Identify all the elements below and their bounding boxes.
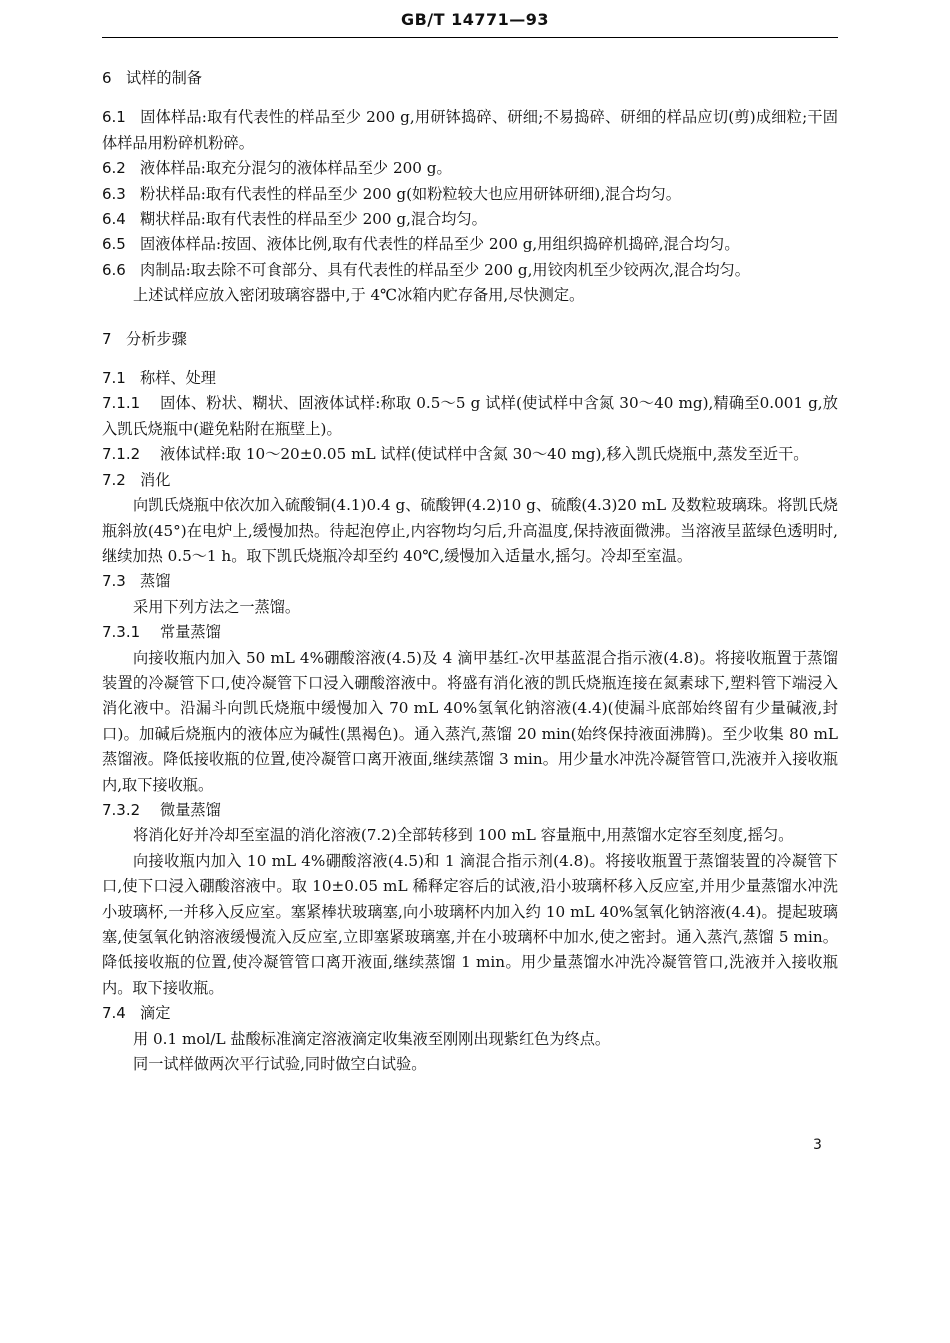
clause-text: 肉制品:取去除不可食部分、具有代表性的样品至少 200 g,用铰肉机至少铰两次,混合均匀。 <box>140 260 750 279</box>
section-number: 6 <box>102 69 112 87</box>
clause-number: 6.3 <box>102 184 126 203</box>
clause-7-2 <box>102 468 838 493</box>
clause-text: 糊状样品:取有代表性的样品至少 200 g,混合均匀。 <box>140 210 487 229</box>
clause-7-1-1 <box>102 391 838 442</box>
clause-number: 7.1 <box>102 369 126 388</box>
clause-text: 固体、粉状、糊状、固液体试样:称取 0.5～5 g 试样(使试样中含氮 30～40 mg),精确至0.001 g,放入凯氏烧瓶中(避免粘附在瓶壁上)。 <box>102 394 838 438</box>
clause-title: 滴定 <box>140 1004 171 1023</box>
section-title: 试样的制备 <box>126 69 202 87</box>
clause-6-2 <box>102 156 838 181</box>
clause-7-1-2 <box>102 442 838 467</box>
clause-number: 6.4 <box>102 210 126 229</box>
clause-6-4 <box>102 207 838 232</box>
titration-text-2: 同一试样做两次平行试验,同时做空白试验。 <box>133 1055 427 1074</box>
storage-note: 上述试样应放入密闭玻璃容器中,于 4℃冰箱内贮存备用,尽快测定。 <box>133 286 585 305</box>
clause-number: 6.1 <box>102 108 126 127</box>
standard-header: GB/T 14771—93 <box>400 10 550 29</box>
clause-number: 6.2 <box>102 159 126 178</box>
micro-distillation-text-1: 将消化好并冷却至室温的消化溶液(7.2)全部转移到 100 mL 容量瓶中,用蒸馏水定容至刻度,摇匀。 <box>133 826 794 845</box>
clause-7-3 <box>102 569 838 594</box>
section-number: 7 <box>102 329 112 348</box>
clause-number: 7.1.1 <box>102 394 141 413</box>
clause-number: 7.4 <box>102 1004 126 1023</box>
clause-7-3-1 <box>102 620 838 645</box>
clause-title: 称样、处理 <box>140 369 216 388</box>
clause-7-1 <box>102 366 838 391</box>
clause-number: 7.2 <box>102 470 126 489</box>
clause-text: 固体样品:取有代表性的样品至少 200 g,用研钵捣碎、研细;不易捣碎、研细的样品应切(剪)成细粒;干固体样品用粉碎机粉碎。 <box>102 108 838 152</box>
clause-text: 固液体样品:按固、液体比例,取有代表性的样品至少 200 g,用组织捣碎机捣碎,混合均匀。 <box>140 235 740 254</box>
clause-text: 液体样品:取充分混匀的液体样品至少 200 g。 <box>140 159 452 178</box>
clause-title: 常量蒸馏 <box>160 623 221 642</box>
clause-text: 粉状样品:取有代表性的样品至少 200 g(如粉粒较大也应用研钵研细),混合均匀。 <box>140 184 681 203</box>
clause-6-1 <box>102 105 838 156</box>
document-body <box>102 66 838 1077</box>
page-number: 3 <box>813 1137 822 1153</box>
header-rule <box>102 37 838 38</box>
section-6-heading <box>102 66 838 91</box>
digestion-text: 向凯氏烧瓶中依次加入硫酸铜(4.1)0.4 g、硫酸钾(4.2)10 g、硫酸(4.3)20 mL 及数粒玻璃珠。将凯氏烧瓶斜放(45°)在电炉上,缓慢加热。待起泡停止,内容物均匀后,升高温度,保持液面微沸。当溶液呈蓝绿色透明时,继续加热 0.5～1 h。取下凯氏烧瓶冷却至约 40℃,缓慢加入适量水,摇匀。冷却至室温。 <box>102 496 838 565</box>
section-title: 分析步骤 <box>126 329 187 348</box>
clause-6-3 <box>102 182 838 207</box>
distillation-text: 采用下列方法之一蒸馏。 <box>133 597 301 616</box>
clause-number: 6.6 <box>102 260 126 279</box>
clause-6-6 <box>102 258 838 283</box>
macro-distillation-text: 向接收瓶内加入 50 mL 4%硼酸溶液(4.5)及 4 滴甲基红-次甲基蓝混合指示液(4.8)。将接收瓶置于蒸馏装置的冷凝管下口,使冷凝管下口浸入硼酸溶液中。将盛有消化液的凯氏烧瓶连接在氮素球下,塑料管下端浸入消化液中。沿漏斗向凯氏烧瓶中缓慢加入 70 mL 40%氢氧化钠溶液(4.4)(使漏斗底部始终留有少量碱液,封口)。加碱后烧瓶内的液体应为碱性(黑褐色)。通入蒸汽,蒸馏 20 min(始终保持液面沸腾)。至少收集 80 mL 蒸馏液。降低接收瓶的位置,使冷凝管口离开液面,继续蒸馏 3 min。用少量水冲洗冷凝管管口,洗液并入接收瓶内,取下接收瓶。 <box>102 648 838 794</box>
section-7-heading <box>102 327 838 352</box>
clause-number: 7.3.1 <box>102 623 141 642</box>
clause-title: 消化 <box>140 470 171 489</box>
clause-text: 液体试样:取 10～20±0.05 mL 试样(使试样中含氮 30～40 mg),移入凯氏烧瓶中,蒸发至近干。 <box>160 445 809 464</box>
clause-7-4 <box>102 1001 838 1026</box>
clause-number: 7.3.2 <box>102 800 141 819</box>
titration-text-1: 用 0.1 mol/L 盐酸标准滴定溶液滴定收集液至刚刚出现紫红色为终点。 <box>133 1029 611 1048</box>
clause-title: 蒸馏 <box>140 572 171 591</box>
clause-6-5 <box>102 232 838 257</box>
clause-number: 7.3 <box>102 572 126 591</box>
micro-distillation-text-2: 向接收瓶内加入 10 mL 4%硼酸溶液(4.5)和 1 滴混合指示剂(4.8)。将接收瓶置于蒸馏装置的冷凝管下口,使下口浸入硼酸溶液中。取 10±0.05 mL 稀释定容后的试液,沿小玻璃杯移入反应室,并用少量蒸馏水冲洗小玻璃杯,一并移入反应室。塞紧棒状玻璃塞,向小玻璃杯内加入约 10 mL 40%氢氧化钠溶液(4.4)。提起玻璃塞,使氢氧化钠溶液缓慢流入反应室,立即塞紧玻璃塞,并在小玻璃杯中加水,使之密封。通入蒸汽,蒸馏 5 min。降低接收瓶的位置,使冷凝管管口离开液面,继续蒸馏 1 min。用少量蒸馏水冲洗冷凝管管口,洗液并入接收瓶内。取下接收瓶。 <box>102 851 838 997</box>
clause-title: 微量蒸馏 <box>160 800 221 819</box>
clause-number: 7.1.2 <box>102 445 141 464</box>
clause-number: 6.5 <box>102 235 126 254</box>
clause-7-3-2 <box>102 798 838 823</box>
